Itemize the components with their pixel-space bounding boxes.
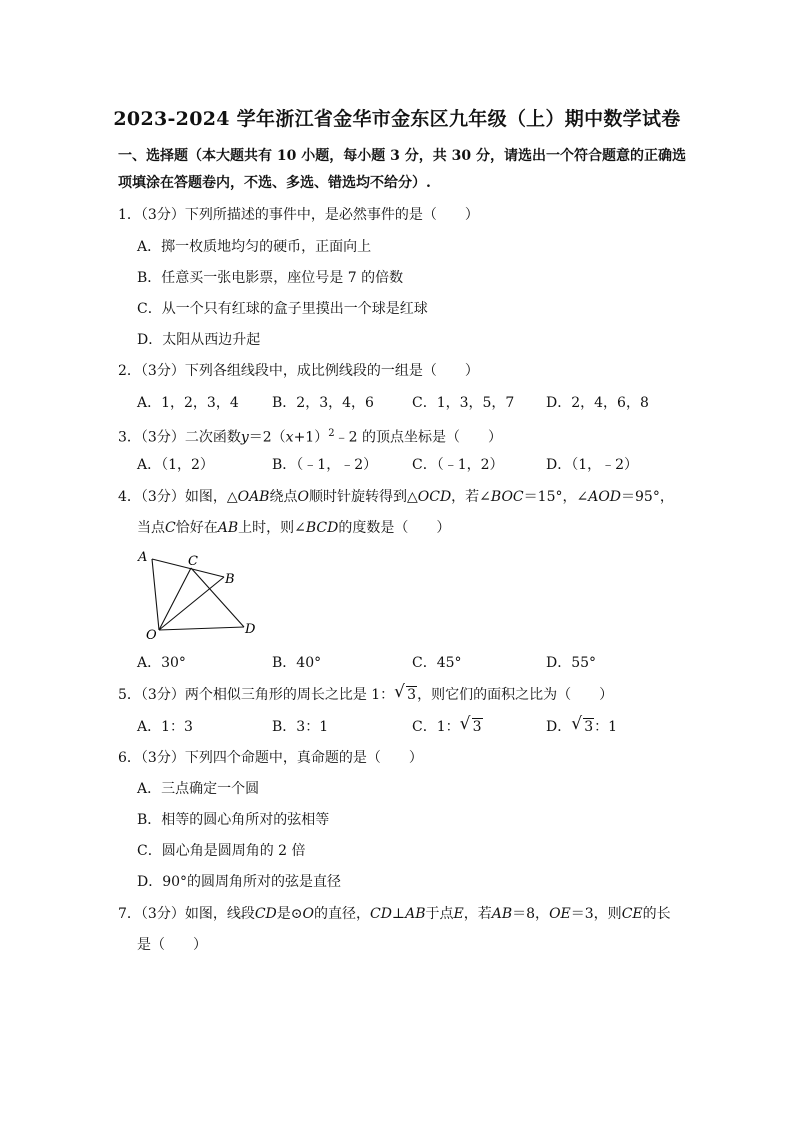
q4-option-a: A．30° [137, 655, 186, 671]
segment-oa [152, 559, 159, 630]
q7-stem-line2: 是（ ） [137, 937, 207, 953]
label-a: A [138, 550, 148, 565]
q3-option-c: C．（﹣1，2） [412, 457, 504, 473]
sqrt-symbol: √ 3 [462, 717, 483, 737]
label-d: D [245, 622, 256, 637]
label-b: B [225, 572, 235, 587]
q1-option-b: B．任意买一张电影票，座位号是 7 的倍数 [137, 270, 404, 286]
q6-stem: 6．（3分）下列四个命题中，真命题的是（ ） [118, 750, 423, 766]
q1-option-c: C．从一个只有红球的盒子里摸出一个球是红球 [137, 301, 428, 317]
q2-option-a: A．1，2，3，4 [137, 395, 239, 411]
q4-stem-line1: 4．（3分）如图，△OAB绕点O顺时针旋转得到△OCD，若∠BOC＝15°，∠AOD＝95°， [118, 489, 674, 505]
q2-option-c: C．1，3，5，7 [412, 395, 515, 411]
q6-option-b: B．相等的圆心角所对的弦相等 [137, 812, 330, 828]
q3-option-b: B．（﹣1，﹣2） [272, 457, 378, 473]
q4-stem-line2: 当点C恰好在AB上时，则∠BCD的度数是（ ） [137, 520, 451, 536]
q4-option-d: D．55° [546, 655, 597, 671]
q6-option-d: D．90°的圆周角所对的弦是直径 [137, 874, 342, 890]
q5-option-b: B．3：1 [272, 719, 329, 735]
segment-od [159, 627, 244, 630]
q1-stem: 1．（3分）下列所描述的事件中，是必然事件的是（ ） [118, 207, 479, 223]
q7-stem-line1: 7．（3分）如图，线段CD是⊙O的直径，CD⊥AB于点E，若AB＝8，OE＝3，则CE的长 [118, 906, 671, 922]
label-o: O [146, 628, 157, 643]
q6-option-a: A．三点确定一个圆 [137, 781, 260, 797]
q2-option-d: D．2，4，6，8 [546, 395, 649, 411]
q5-option-a: A．1：3 [137, 719, 193, 735]
q5-option-c: C．1：√ 3 [412, 717, 483, 737]
section-heading: 一、选择题（本大题共有 10 小题，每小题 3 分，共 30 分，请选出一个符合题意的正确选项填涂在答题卷内，不选、多选、错选均不给分）. [118, 148, 686, 191]
q6-option-c: C．圆心角是圆周角的 2 倍 [137, 843, 306, 859]
segment-ob [159, 577, 224, 630]
sqrt-symbol: √ 3 [573, 717, 594, 737]
q4-option-c: C．45° [412, 655, 462, 671]
page-title: 2023-2024 学年浙江省金华市金东区九年级（上）期中数学试卷 [113, 108, 681, 130]
sqrt-symbol: √ 3 [396, 685, 417, 705]
q3-option-a: A．（1，2） [137, 457, 214, 473]
q1-option-a: A．掷一枚质地均匀的硬币，正面向上 [137, 239, 372, 255]
q2-stem: 2．（3分）下列各组线段中，成比例线段的一组是（ ） [118, 363, 479, 379]
q4-figure [130, 545, 265, 645]
q1-option-d: D．太阳从西边升起 [137, 332, 261, 348]
q4-option-b: B．40° [272, 655, 322, 671]
q2-option-b: B．2，3，4，6 [272, 395, 374, 411]
label-c: C [188, 554, 198, 569]
q3-stem: 3．（3分）二次函数$y=2(x+1)^2﹣2$ 的顶点坐标是（ ） [118, 428, 502, 446]
q5-stem: 5．（3分）两个相似三角形的周长之比是 1：√ 3，则它们的面积之比为（ ） [118, 685, 613, 705]
q5-option-d: D．√ 3：1 [546, 717, 617, 737]
q3-option-d: D．（1，﹣2） [546, 457, 639, 473]
segment-oc [159, 568, 191, 630]
